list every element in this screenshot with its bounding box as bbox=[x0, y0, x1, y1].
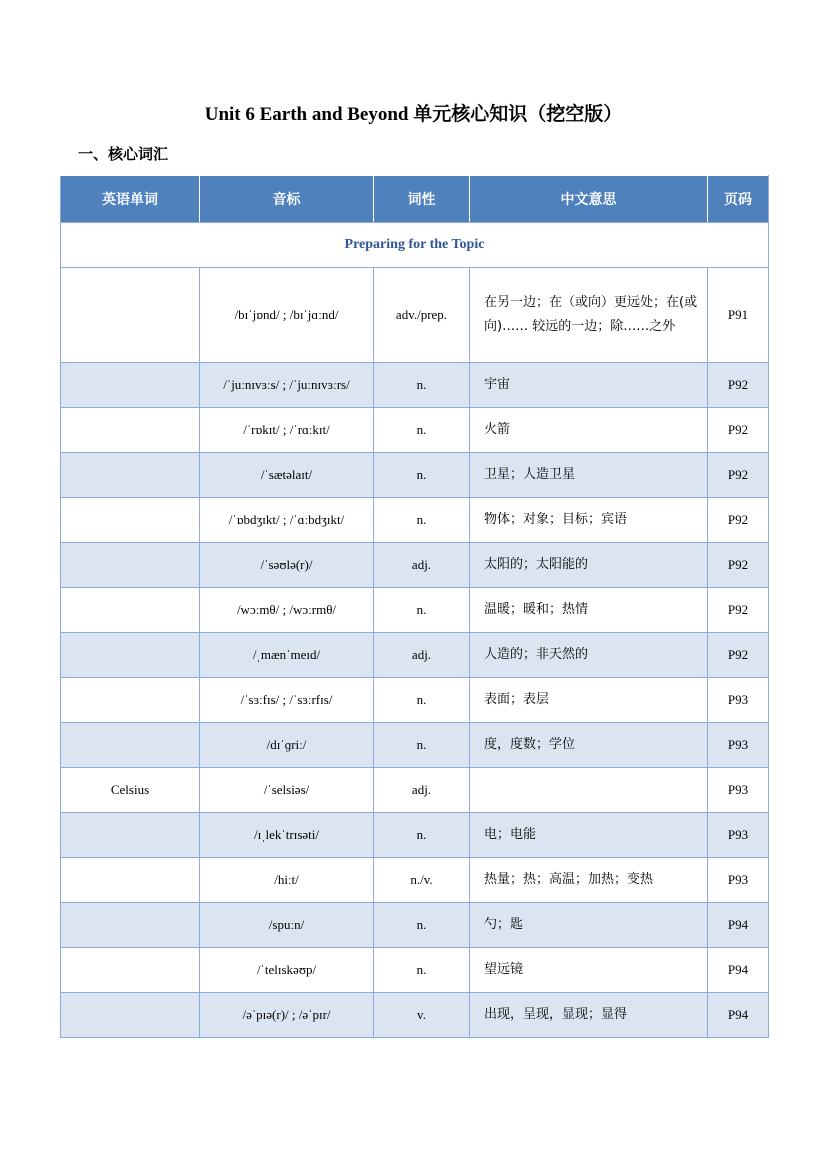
part-of-speech-cell: adj. bbox=[374, 768, 470, 813]
table-row bbox=[61, 858, 769, 903]
page-cell: P93 bbox=[708, 768, 769, 813]
phonetic-cell: /ˈselsiəs/ bbox=[200, 768, 374, 813]
page-cell: P93 bbox=[708, 678, 769, 723]
phonetic-cell: /ˈsɜːfɪs/ ; /ˈsɜːrfɪs/ bbox=[200, 678, 374, 723]
table-row bbox=[61, 813, 769, 858]
word-cell: Celsius bbox=[61, 768, 200, 813]
word-cell bbox=[61, 363, 200, 408]
page-cell: P92 bbox=[708, 588, 769, 633]
page-cell: P92 bbox=[708, 408, 769, 453]
chinese-meaning-cell: 太阳的；太阳能的 bbox=[470, 543, 708, 588]
header-chinese-meaning: 中文意思 bbox=[470, 176, 708, 223]
part-of-speech-cell: n. bbox=[374, 498, 470, 543]
page-cell: P91 bbox=[708, 268, 769, 363]
chinese-meaning-cell: 火箭 bbox=[470, 408, 708, 453]
header-part-of-speech: 词性 bbox=[374, 176, 470, 223]
page-cell: P92 bbox=[708, 543, 769, 588]
part-of-speech-cell: n. bbox=[374, 723, 470, 768]
word-cell bbox=[61, 858, 200, 903]
phonetic-cell: /dɪˈɡriː/ bbox=[200, 723, 374, 768]
chinese-meaning-cell: 度，度数；学位 bbox=[470, 723, 708, 768]
part-of-speech-cell: v. bbox=[374, 993, 470, 1038]
phonetic-cell: /spuːn/ bbox=[200, 903, 374, 948]
phonetic-cell: /ˈtelɪskəʊp/ bbox=[200, 948, 374, 993]
page-cell: P93 bbox=[708, 723, 769, 768]
table-row bbox=[61, 948, 769, 993]
word-cell bbox=[61, 903, 200, 948]
header-phonetic: 音标 bbox=[200, 176, 374, 223]
vocabulary-table bbox=[60, 175, 769, 1038]
chinese-meaning-cell: 电；电能 bbox=[470, 813, 708, 858]
part-of-speech-cell: n. bbox=[374, 363, 470, 408]
table-row bbox=[61, 633, 769, 678]
table-row bbox=[61, 993, 769, 1038]
section-heading: 一、核心词汇 bbox=[78, 145, 169, 163]
table-header-row bbox=[61, 176, 769, 223]
part-of-speech-cell: n. bbox=[374, 678, 470, 723]
table-row bbox=[61, 408, 769, 453]
table-row bbox=[61, 363, 769, 408]
word-cell bbox=[61, 633, 200, 678]
phonetic-cell: /ˈsəʊlə(r)/ bbox=[200, 543, 374, 588]
table-row bbox=[61, 723, 769, 768]
table-row bbox=[61, 903, 769, 948]
chinese-meaning-cell: 出现，呈现，显现；显得 bbox=[470, 993, 708, 1038]
phonetic-cell: /bɪˈjɒnd/ ; /bɪˈjɑːnd/ bbox=[200, 268, 374, 363]
phonetic-cell: /ˌmænˈmeɪd/ bbox=[200, 633, 374, 678]
chinese-meaning-cell: 在另一边；在（或向）更远处；在(或向)…… 较远的一边；除……之外 bbox=[470, 268, 708, 363]
word-cell bbox=[61, 408, 200, 453]
table-row bbox=[61, 498, 769, 543]
phonetic-cell: /əˈpɪə(r)/ ; /əˈpɪr/ bbox=[200, 993, 374, 1038]
chinese-meaning-cell bbox=[470, 768, 708, 813]
word-cell bbox=[61, 678, 200, 723]
table-row bbox=[61, 453, 769, 498]
phonetic-cell: /wɔːmθ/ ; /wɔːrmθ/ bbox=[200, 588, 374, 633]
chinese-meaning-cell: 物体；对象；目标；宾语 bbox=[470, 498, 708, 543]
page-cell: P92 bbox=[708, 363, 769, 408]
part-of-speech-cell: adj. bbox=[374, 543, 470, 588]
section-band-label: Preparing for the Topic bbox=[61, 223, 769, 268]
page-cell: P92 bbox=[708, 453, 769, 498]
table-row bbox=[61, 768, 769, 813]
word-cell bbox=[61, 813, 200, 858]
chinese-meaning-cell: 望远镜 bbox=[470, 948, 708, 993]
word-cell bbox=[61, 453, 200, 498]
part-of-speech-cell: n. bbox=[374, 813, 470, 858]
part-of-speech-cell: n. bbox=[374, 903, 470, 948]
chinese-meaning-cell: 人造的；非天然的 bbox=[470, 633, 708, 678]
phonetic-cell: /ˈjuːnɪvɜːs/ ; /ˈjuːnɪvɜːrs/ bbox=[200, 363, 374, 408]
chinese-meaning-cell: 温暖；暖和；热情 bbox=[470, 588, 708, 633]
chinese-meaning-cell: 勺；匙 bbox=[470, 903, 708, 948]
header-word: 英语单词 bbox=[61, 176, 200, 223]
phonetic-cell: /ˈsætəlaɪt/ bbox=[200, 453, 374, 498]
page-title: Unit 6 Earth and Beyond 单元核心知识（挖空版） bbox=[204, 104, 623, 125]
table-row bbox=[61, 678, 769, 723]
chinese-meaning-cell: 表面；表层 bbox=[470, 678, 708, 723]
part-of-speech-cell: n. bbox=[374, 588, 470, 633]
chinese-meaning-cell: 宇宙 bbox=[470, 363, 708, 408]
table-row bbox=[61, 268, 769, 363]
phonetic-cell: /hiːt/ bbox=[200, 858, 374, 903]
part-of-speech-cell: n. bbox=[374, 453, 470, 498]
part-of-speech-cell: adv./prep. bbox=[374, 268, 470, 363]
table-row bbox=[61, 543, 769, 588]
part-of-speech-cell: n. bbox=[374, 408, 470, 453]
word-cell bbox=[61, 588, 200, 633]
chinese-meaning-cell: 热量；热；高温；加热；变热 bbox=[470, 858, 708, 903]
word-cell bbox=[61, 948, 200, 993]
phonetic-cell: /ˈrɒkɪt/ ; /ˈrɑːkɪt/ bbox=[200, 408, 374, 453]
page-cell: P94 bbox=[708, 993, 769, 1038]
word-cell bbox=[61, 498, 200, 543]
page-cell: P92 bbox=[708, 633, 769, 678]
word-cell bbox=[61, 543, 200, 588]
page-cell: P93 bbox=[708, 813, 769, 858]
part-of-speech-cell: n. bbox=[374, 948, 470, 993]
page-cell: P93 bbox=[708, 858, 769, 903]
part-of-speech-cell: adj. bbox=[374, 633, 470, 678]
phonetic-cell: /ɪˌlekˈtrɪsəti/ bbox=[200, 813, 374, 858]
chinese-meaning-cell: 卫星；人造卫星 bbox=[470, 453, 708, 498]
page-cell: P94 bbox=[708, 903, 769, 948]
page-cell: P94 bbox=[708, 948, 769, 993]
word-cell bbox=[61, 723, 200, 768]
section-band-row bbox=[61, 223, 769, 268]
phonetic-cell: /ˈɒbdʒɪkt/ ; /ˈɑːbdʒɪkt/ bbox=[200, 498, 374, 543]
word-cell bbox=[61, 993, 200, 1038]
part-of-speech-cell: n./v. bbox=[374, 858, 470, 903]
table-row bbox=[61, 588, 769, 633]
page-cell: P92 bbox=[708, 498, 769, 543]
header-page: 页码 bbox=[708, 176, 769, 223]
word-cell bbox=[61, 268, 200, 363]
